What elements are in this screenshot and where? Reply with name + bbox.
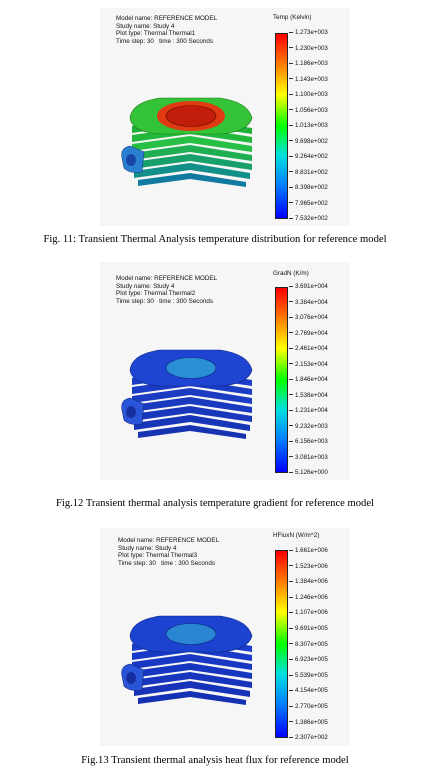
tick-label: 4.154e+005 — [289, 687, 328, 694]
figure-3-ticks — [289, 547, 349, 742]
figure-2-ticks — [289, 283, 349, 476]
figure-2-panel — [100, 262, 350, 480]
tick-label: 6.923e+005 — [289, 656, 328, 663]
info-study-name: Study name: Study 4 — [118, 544, 177, 552]
figure-1-color-bar — [275, 33, 288, 219]
tick-label: 1.538e+004 — [289, 392, 328, 399]
tick-label: 2.461e+004 — [289, 345, 328, 352]
figure-2-color-bar — [275, 287, 288, 473]
tick-label: 1.100e+003 — [289, 91, 328, 98]
figure-2-info — [116, 275, 217, 305]
info-study-name: Study name: Study 4 — [116, 22, 175, 30]
figure-3-cylinder-model — [120, 606, 260, 718]
tick-label: 5.539e+005 — [289, 672, 328, 679]
tick-label: 1.013e+003 — [289, 122, 328, 129]
figure-2-cylinder-model — [120, 340, 260, 452]
info-model-name: Model name: REFERENCE MODEL — [118, 537, 220, 544]
figure-2-caption: Fig.12 Transient thermal analysis temperature gradient for reference model — [55, 498, 374, 509]
tick-label: 1.056e+003 — [289, 107, 328, 114]
figure-3-info — [118, 537, 219, 567]
info-plot-type: Plot type: Thermal Thermal3 — [118, 552, 198, 560]
info-time-step: Time step: 30 time : 300 Seconds — [118, 559, 216, 567]
tick-label: 1.186e+003 — [289, 60, 328, 67]
tick-label: 3.384e+004 — [289, 299, 328, 306]
tick-label: 1.231e+004 — [289, 407, 328, 414]
tick-label: 1.523e+006 — [289, 563, 328, 570]
tick-label: 8.831e+002 — [289, 169, 328, 176]
tick-label: 9.264e+002 — [289, 153, 328, 160]
tick-label: 2.307e+002 — [289, 734, 328, 741]
tick-label: 3.691e+004 — [289, 283, 328, 290]
tick-label: 1.143e+003 — [289, 76, 328, 83]
info-plot-type: Plot type: Thermal Thermal2 — [116, 290, 196, 298]
tick-label: 1.246e+006 — [289, 594, 328, 601]
tick-label: 1.273e+003 — [289, 29, 328, 36]
figure-2-legend-title: GradN (K/m) — [273, 270, 309, 277]
figure-3-caption: Fig.13 Transient thermal analysis heat flux for reference model — [81, 755, 349, 766]
tick-label: 6.156e+003 — [289, 438, 328, 445]
tick-label: 7.965e+002 — [289, 200, 328, 207]
figure-1-cylinder-model — [120, 88, 260, 200]
tick-label: 9.232e+003 — [289, 423, 328, 430]
exhaust-port-hole — [126, 406, 136, 418]
figure-1-panel — [100, 8, 350, 226]
info-study-name: Study name: Study 4 — [116, 282, 175, 290]
info-model-name: Model name: REFERENCE MODEL — [116, 275, 218, 282]
tick-label: 1.661e+006 — [289, 547, 328, 554]
bore — [166, 106, 216, 127]
tick-label: 1.386e+005 — [289, 719, 328, 726]
info-model-name: Model name: REFERENCE MODEL — [116, 15, 218, 22]
info-plot-type: Plot type: Thermal Thermal1 — [116, 30, 196, 38]
info-time-step: Time step: 30 time : 300 Seconds — [116, 297, 214, 305]
tick-label: 8.398e+002 — [289, 184, 328, 191]
exhaust-port-hole — [126, 672, 136, 684]
tick-label: 1.230e+003 — [289, 45, 328, 52]
bore — [166, 358, 216, 379]
figure-3-color-bar — [275, 550, 288, 738]
figure-1-info — [116, 15, 217, 45]
tick-label: 7.532e+002 — [289, 215, 328, 222]
figure-3-legend-title: HFluxN (W/m^2) — [273, 532, 320, 539]
tick-label: 2.770e+005 — [289, 703, 328, 710]
tick-label: 1.384e+006 — [289, 578, 328, 585]
tick-label: 8.307e+005 — [289, 641, 328, 648]
tick-label: 2.153e+004 — [289, 361, 328, 368]
figure-1-ticks — [289, 29, 349, 222]
bore — [166, 624, 216, 645]
tick-label: 9.698e+002 — [289, 138, 328, 145]
tick-label: 9.691e+005 — [289, 625, 328, 632]
info-time-step: Time step: 30 time : 300 Seconds — [116, 37, 214, 45]
exhaust-port-hole — [126, 154, 136, 166]
tick-label: 5.126e+000 — [289, 469, 328, 476]
tick-label: 1.107e+006 — [289, 609, 328, 616]
tick-label: 1.846e+004 — [289, 376, 328, 383]
tick-label: 2.769e+004 — [289, 330, 328, 337]
tick-label: 3.081e+003 — [289, 454, 328, 461]
figure-3-panel — [100, 528, 350, 746]
figure-1-legend-title: Temp (Kelvin) — [273, 14, 312, 21]
figure-1-caption: Fig. 11: Transient Thermal Analysis temperature distribution for reference model — [43, 234, 387, 245]
tick-label: 3.076e+004 — [289, 314, 328, 321]
